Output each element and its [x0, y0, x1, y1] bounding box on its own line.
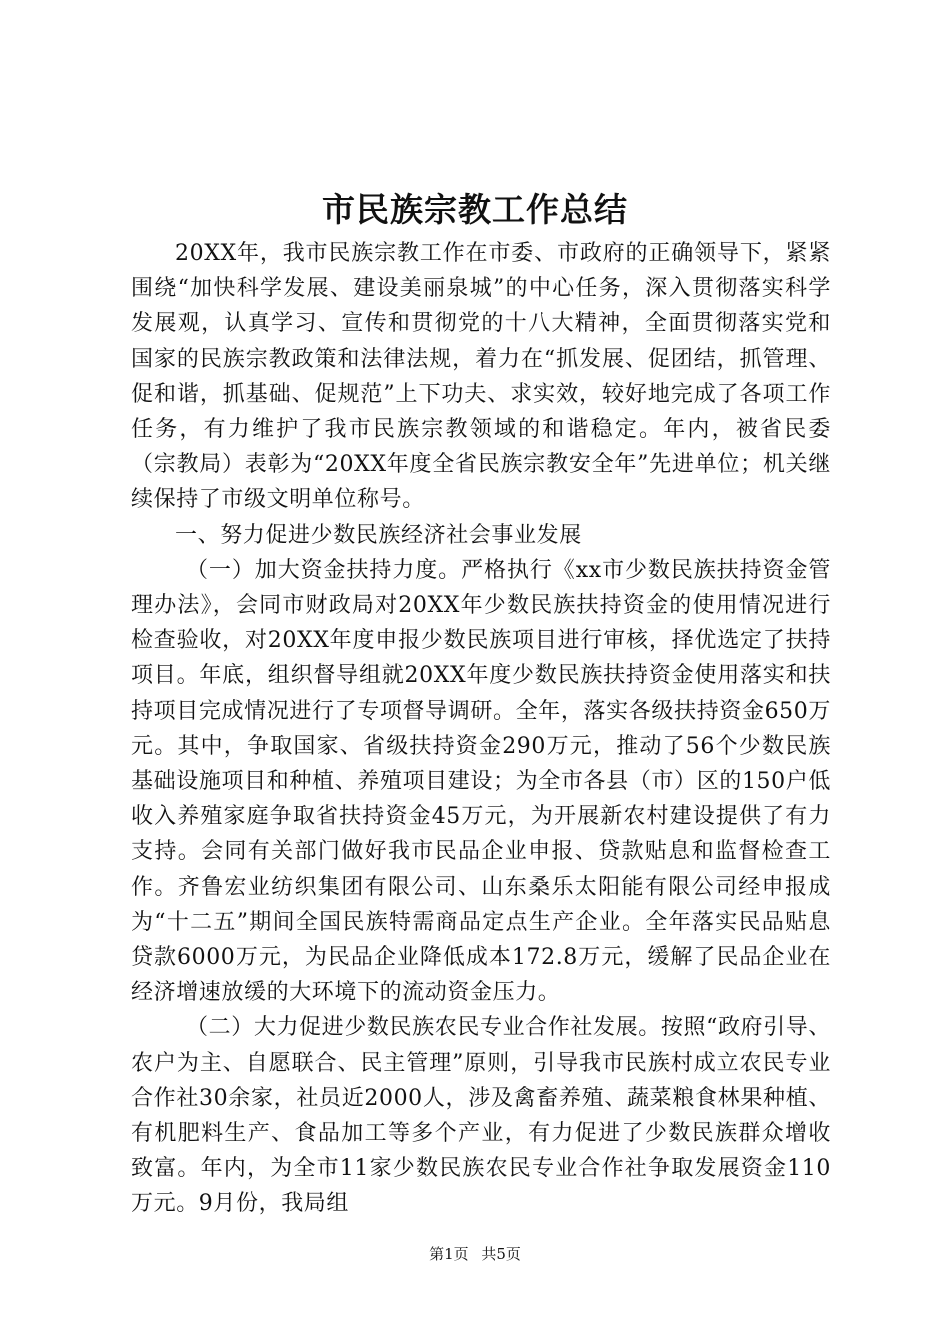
page-number: 第1页 [429, 1245, 469, 1263]
page-footer [0, 1244, 950, 1264]
total-pages: 共5页 [481, 1245, 521, 1263]
paragraph-cooperatives: （二）大力促进少数民族农民专业合作社发展。按照“政府引导、农户为主、自愿联合、民主管理”原则，引导我市民族村成立农民专业合作社30余家，社员近2000人，涉及禽畜养殖、蔬菜粮食林果种植、有机肥料生产、食品加工等多个产业，有力促进了少数民族群众增收致富。年内，为全市11家少数民族农民专业合作社争取发展资金110万元。9月份，我局组 [131, 1015, 831, 1217]
document-body [131, 236, 831, 1222]
section-heading-1: 一、努力促进少数民族经济社会事业发展 [175, 522, 582, 548]
paragraph-funding-support: （一）加大资金扶持力度。严格执行《xx市少数民族扶持资金管理办法》，会同市财政局对20XX年少数民族扶持资金的使用情况进行检查验收，对20XX年度申报少数民族项目进行审核，择优选定了扶持项目。年底，组织督导组就20XX年度少数民族扶持资金使用落实和扶持项目完成情况进行了专项督导调研。全年，落实各级扶持资金650万元。其中，争取国家、省级扶持资金290万元，推动了56个少数民族基础设施项目和种植、养殖项目建设；为全市各县（市）区的150户低收入养殖家庭争取省扶持资金45万元，为开展新农村建设提供了有力支持。会同有关部门做好我市民品企业申报、贷款贴息和监督检查工作。齐鲁宏业纺织集团有限公司、山东桑乐太阳能有限公司经申报成为“十二五”期间全国民族特需商品定点生产企业。全年落实民品贴息贷款6000万元，为民品企业降低成本172.8万元，缓解了民品企业在经济增速放缓的大环境下的流动资金压力。 [131, 557, 831, 1006]
document-title: 市民族宗教工作总结 [322, 190, 628, 229]
paragraph-intro: 20XX年，我市民族宗教工作在市委、市政府的正确领导下，紧紧围绕“加快科学发展、建设美丽泉城”的中心任务，深入贯彻落实科学发展观，认真学习、宣传和贯彻党的十八大精神，全面贯彻落实党和国家的民族宗教政策和法律法规，着力在“抓发展、促团结，抓管理、促和谐，抓基础、促规范”上下功夫、求实效，较好地完成了各项工作任务，有力维护了我市民族宗教领域的和谐稳定。年内，被省民委（宗教局）表彰为“20XX年度全省民族宗教安全年”先进单位；机关继续保持了市级文明单位称号。 [131, 241, 831, 513]
